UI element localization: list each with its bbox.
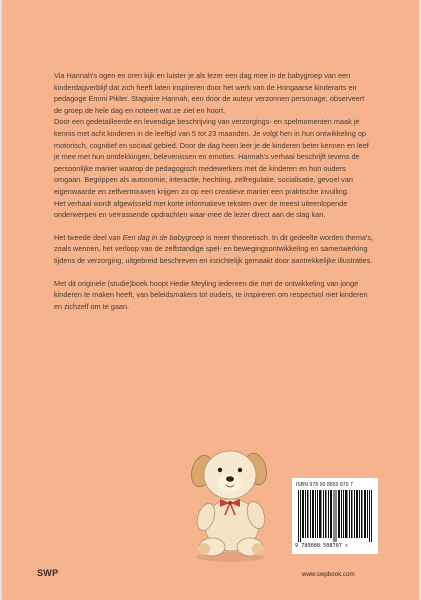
- teddy-bear-illustration: [190, 445, 270, 563]
- blurb-paragraph-4: [54, 232, 374, 267]
- barcode-icon: [298, 490, 372, 542]
- book-title-italic: Een dag in de babygroep: [122, 232, 205, 242]
- publisher-logo: SWP: [37, 568, 59, 578]
- isbn-barcode-box: [292, 478, 378, 554]
- blurb-p4-start: Het tweede deel van: [54, 232, 123, 242]
- blurb-text: [54, 70, 374, 312]
- blurb-p4-end: is meer theoretisch. In dit gedeelte worden thema's, zoals wennen, het verloop van de zelfstandige spel- en bewegingsontwikkeling en samenwerking tijdens de verzorging, uitgebreid beschreven en inzichtelijk gemaakt door aantrekkelijke illustraties.: [54, 232, 374, 265]
- barcode-digits: 9 789088 508707 >: [295, 543, 349, 549]
- blurb-paragraph-2: Door een gedetailleerde en levendige beschrijving van verzorgings- en spelmomenten maak je kennis met acht kinderen in de leeftijd van 5 tot 23 maanden. Je volgt hen in hun ontwikkeling op motorisch, cognitief en sociaal gebied. Door de dag heen leer je de kinderen beter kennen en leef je mee met hun ontdekkingen, belevenissen en emoties. Hannah's verhaal beschrijft tevens de persoonlijke manier waarop de pedagogisch medewerkers met de kinderen en hun ouders omgaan. Begrippen als autonomie, interactie, hechting, zelfregulatie, socialisatie, gevoel van eigenwaarde en zelfvertrouwen krijgen zo op een creatieve manier een praktische invulling.: [54, 117, 369, 196]
- book-back-cover: [2, 0, 419, 600]
- blurb-paragraph-3: Het verhaal wordt afgewisseld met korte informatieve teksten over de meest uiteenlopende onderwerpen en verrassende opdrachten waar-mee de lezer direct aan de slag kan.: [54, 198, 348, 220]
- blurb-paragraph-1: Via Hannah's ogen en oren kijk en luister je als lezer een dag mee in de babygroep van een kinderdagverblijf dat zich heeft laten inspireren door het werk van de Hongaarse kinderarts en pedagoge Emmi Pikler. Stagiaire Hannah, een door de auteur verzonnen personage, observeert de groep de hele dag en noteert wat ze ziet en hoort.: [54, 71, 365, 115]
- isbn-number: ISBN 978 90 8850 870 7: [296, 482, 353, 488]
- blurb-paragraph-5: Met dit originele (studie)boek hoopt Hedie Meyling iedereen die met de ontwikkeling van jonge kinderen te maken heeft, van beleidsmakers tot ouders, te inspireren om respectvol met kinderen en zichzelf om te gaan.: [54, 278, 368, 311]
- publisher-url: www.swpbook.com: [302, 571, 355, 578]
